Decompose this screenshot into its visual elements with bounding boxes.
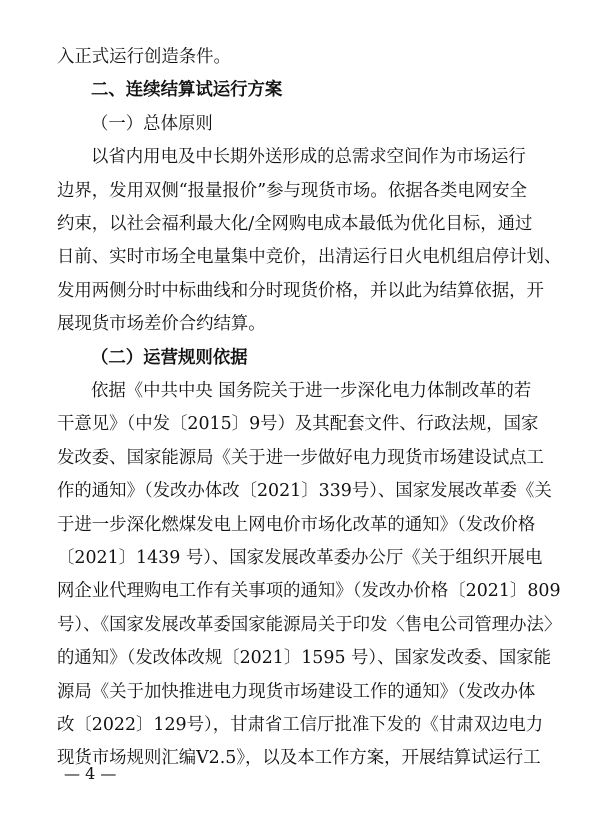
subsection-heading-2: （二）运营规则依据 (91, 347, 248, 368)
paragraph-line-5: 发用两侧分时中标曲线和分时现货价格，并以此为结算依据，开 (57, 280, 544, 301)
paragraph-line-12: 〔2021〕1439 号）、国家发展改革委办公厅《关于组织开展电 (57, 548, 543, 568)
paragraph-line-3: 约束，以社会福利最大化/全网购电成本最低为优化目标，通过 (57, 214, 533, 234)
text-line-1: 入正式运行创造条件。 (57, 47, 231, 67)
paragraph-line-7: 依据《中共中央 国务院关于进一步深化电力体制改革的若 (91, 381, 532, 401)
section-heading: 二、连续结算试运行方案 (91, 80, 283, 101)
paragraph-line-13: 网企业代理购电工作有关事项的通知》（发改办价格〔2021〕809 (57, 581, 561, 602)
paragraph-line-2: 边界，发用双侧“报量报价”参与现货市场。依据各类电网安全 (57, 180, 527, 201)
page-number: — 4 — (64, 764, 117, 783)
paragraph-line-18: 现货市场规则汇编V2.5》，以及本工作方案，开展结算试运行工 (57, 748, 541, 769)
paragraph-line-8: 干意见》（中发〔2015〕9号）及其配套文件、行政法规，国家 (57, 414, 539, 435)
paragraph-line-15: 的通知》（发改体改规〔2021〕1595 号）、国家发改委、国家能 (57, 648, 552, 669)
paragraph-line-6: 展现货市场差价合约结算。 (57, 314, 266, 335)
paragraph-line-16: 源局《关于加快推进电力现货市场建设工作的通知》（发改办体 (57, 681, 536, 702)
subsection-heading-1: （一）总体原则 (91, 113, 213, 134)
paragraph-line-10: 作的通知》（发改办体改〔2021〕339号）、国家发展改革委《关 (57, 481, 552, 502)
paragraph-line-9: 发改委、国家能源局《关于进一步做好电力现货市场建设试点工 (57, 447, 544, 468)
paragraph-line-17: 改〔2022〕129号），甘肃省工信厅批准下发的《甘肃双边电力 (57, 715, 544, 735)
paragraph-line-1: 以省内用电及中长期外送形成的总需求空间作为市场运行 (91, 147, 526, 168)
paragraph-line-4: 日前、实时市场全电量集中竞价，出清运行日火电机组启停计划、 (57, 247, 562, 268)
paragraph-line-14: 号）、《国家发展改革委国家能源局关于印发〈售电公司管理办法〉 (57, 614, 562, 635)
paragraph-line-11: 于进一步深化燃煤发电上网电价市场化改革的通知》（发改价格 (57, 514, 536, 535)
